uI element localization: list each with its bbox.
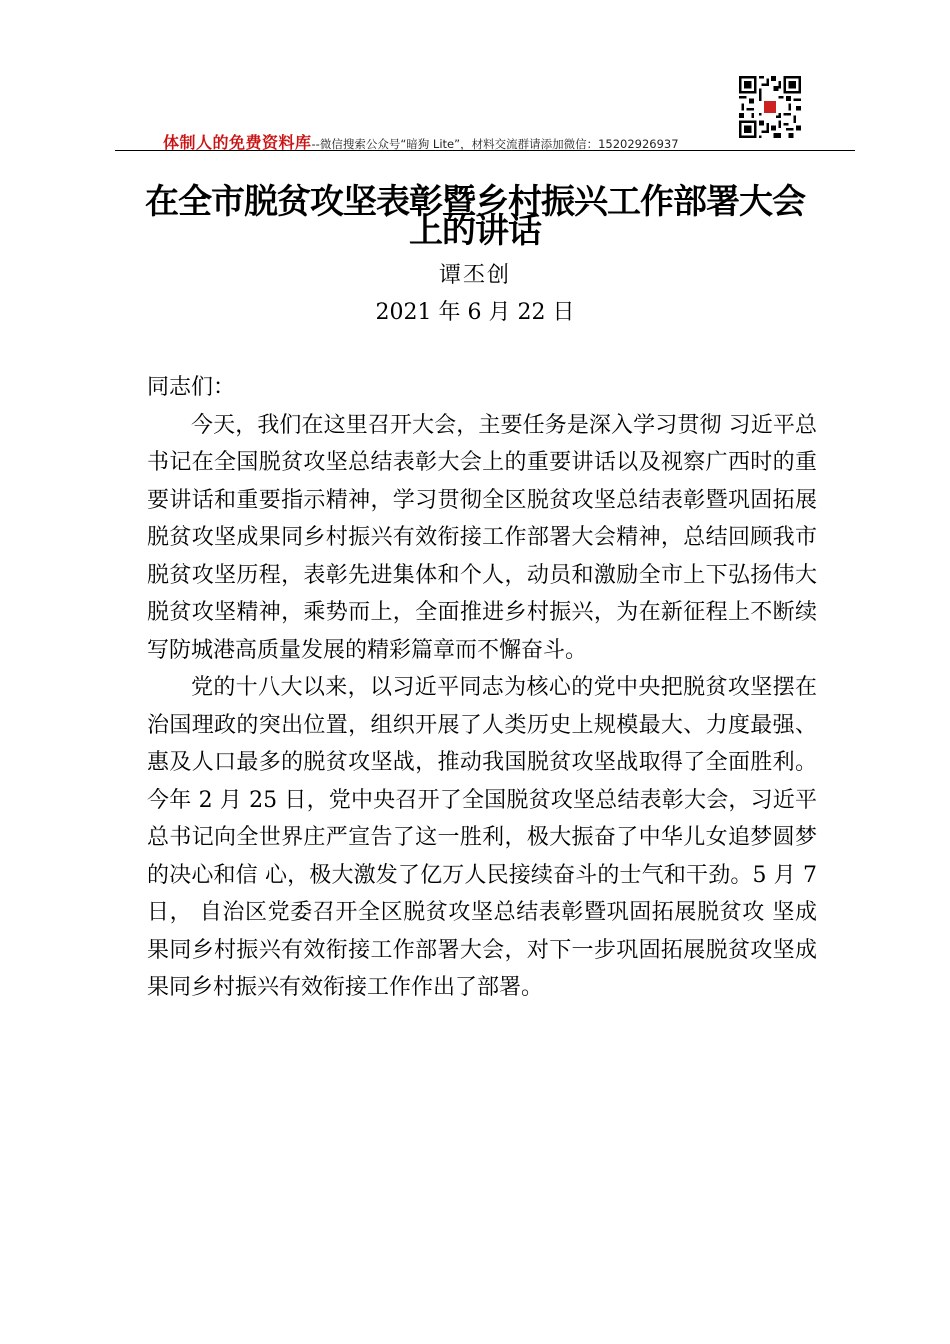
document-date: 2021 年 6 月 22 日 xyxy=(375,300,575,325)
document-title: 在全市脱贫攻坚表彰暨乡村振兴工作部署大会上的讲话 xyxy=(145,182,805,251)
header-note: --微信搜索公众号“暗狗 Lite”，材料交流群请添加微信：15202926937 xyxy=(311,137,679,151)
document-body xyxy=(147,369,817,1007)
paragraph: 党的十八大以来，以习近平同志为核心的党中央把脱贫攻坚摆在治国理政的突出位置，组织开展了人类历史上规模最大、力度最强、惠及人口最多的脱贫攻坚战，推动我国脱贫攻坚战取得了全面胜利。今年 2 月 25 日，党中央召开了全国脱贫攻坚总结表彰大会，习近平总书记向全世界庄严宣告了这一胜利，极大振奋了中华儿女追梦圆梦的决心和信 心，极大激发了亿万人民接续奋斗的士气和干劲。5 月 7 日， 自治区党委召开全区脱贫攻坚总结表彰暨巩固拓展脱贫攻 坚成果同乡村振兴有效衔接工作部署大会，对下一步巩固拓展脱贫攻坚成果同乡村振兴有效衔接工作作出了部署。 xyxy=(147,675,817,1000)
document-author: 谭丕创 xyxy=(438,263,511,288)
salutation: 同志们： xyxy=(147,375,236,400)
brand-label: 体制人的免费资料库 xyxy=(163,133,312,152)
qr-code-icon xyxy=(739,76,801,138)
header-divider xyxy=(115,150,855,151)
paragraph: 今天，我们在这里召开大会，主要任务是深入学习贯彻 习近平总书记在全国脱贫攻坚总结表彰大会上的重要讲话以及视察广西时的重要讲话和重要指示精神，学习贯彻全区脱贫攻坚总结表彰暨巩固拓展脱贫攻坚成果同乡村振兴有效衔接工作部署大会精神，总结回顾我市脱贫攻坚历程，表彰先进集体和个人，动员和激励全市上下弘扬伟大脱贫攻坚精神，乘势而上，全面推进乡村振兴，为在新征程上不断续写防城港高质量发展的精彩篇章而不懈奋斗。 xyxy=(147,412,817,663)
